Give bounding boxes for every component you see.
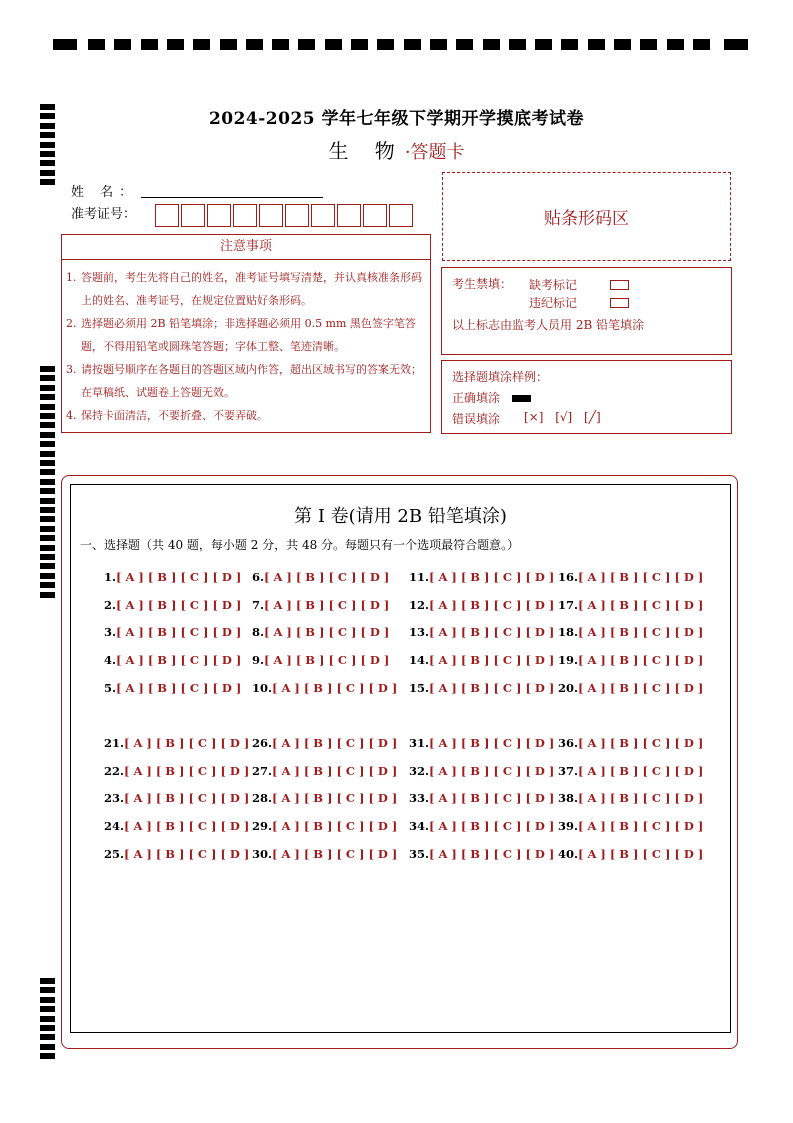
timing-mark bbox=[483, 39, 500, 50]
timing-mark bbox=[40, 535, 55, 541]
question-number: 24. bbox=[104, 819, 125, 833]
answer-options[interactable]: [ A ] [ B ] [ C ] [ D ] bbox=[578, 819, 704, 833]
question-row[interactable] bbox=[409, 570, 554, 584]
timing-mark bbox=[40, 404, 55, 410]
answer-options[interactable]: [ A ] [ B ] [ C ] [ D ] bbox=[272, 819, 398, 833]
question-row[interactable] bbox=[104, 681, 241, 695]
question-number: 5. bbox=[104, 681, 117, 695]
exam-id-digit-box[interactable] bbox=[259, 204, 283, 227]
card-name: ·答题卡 bbox=[404, 142, 465, 163]
timing-mark bbox=[40, 1044, 55, 1050]
timing-mark bbox=[40, 573, 55, 579]
timing-mark bbox=[614, 39, 631, 50]
timing-mark bbox=[40, 413, 55, 419]
answer-options[interactable]: [ A ] [ B ] [ C ] [ D ] bbox=[124, 736, 250, 750]
notice-item-text: 请按题号顺序在各题目的答题区域内作答，超出区域书写的答案无效；在草稿纸、试题卷上答题无效。 bbox=[81, 363, 422, 399]
examiner-only-label: 考生禁填： bbox=[452, 277, 513, 291]
timing-mark bbox=[114, 39, 131, 50]
question-number: 6. bbox=[252, 570, 265, 584]
wrong-fill-examples: [×] [√] [╱] bbox=[524, 410, 601, 424]
timing-mark bbox=[377, 39, 394, 50]
question-number: 37. bbox=[558, 764, 579, 778]
timing-mark bbox=[351, 39, 368, 50]
timing-mark bbox=[40, 1016, 55, 1022]
question-row[interactable] bbox=[558, 791, 703, 805]
question-row[interactable] bbox=[558, 598, 703, 612]
answer-options[interactable]: [ A ] [ B ] [ C ] [ D ] bbox=[429, 764, 555, 778]
examiner-only-box bbox=[441, 267, 732, 355]
timing-mark bbox=[667, 39, 684, 50]
answer-options[interactable]: [ A ] [ B ] [ C ] [ D ] bbox=[116, 681, 242, 695]
answer-options[interactable]: [ A ] [ B ] [ C ] [ D ] bbox=[264, 570, 390, 584]
question-number: 40. bbox=[558, 847, 579, 861]
question-number: 13. bbox=[409, 625, 430, 639]
answer-options[interactable]: [ A ] [ B ] [ C ] [ D ] bbox=[578, 681, 704, 695]
timing-mark bbox=[40, 563, 55, 569]
timing-mark bbox=[40, 526, 55, 532]
question-number: 29. bbox=[252, 819, 273, 833]
subject-title bbox=[0, 135, 793, 164]
question-row[interactable] bbox=[104, 819, 249, 833]
question-number: 19. bbox=[558, 653, 579, 667]
timing-mark bbox=[40, 179, 55, 185]
answer-options[interactable]: [ A ] [ B ] [ C ] [ D ] bbox=[429, 625, 555, 639]
notice-item-number: 4. bbox=[66, 409, 77, 422]
absent-mark-label: 缺考标记 bbox=[529, 278, 578, 292]
exam-id-digit-box[interactable] bbox=[285, 204, 309, 227]
section-title: 第 I 卷(请用 2B 铅笔填涂) bbox=[294, 506, 507, 527]
question-row[interactable] bbox=[104, 653, 241, 667]
question-number: 23. bbox=[104, 791, 125, 805]
timing-mark bbox=[40, 469, 55, 475]
notice-item bbox=[66, 404, 426, 427]
exam-id-digit-box[interactable] bbox=[181, 204, 205, 227]
timing-mark bbox=[40, 366, 55, 372]
timing-mark bbox=[40, 554, 55, 560]
answer-options[interactable]: [ A ] [ B ] [ C ] [ D ] bbox=[429, 736, 555, 750]
timing-mark bbox=[220, 39, 237, 50]
answer-options[interactable]: [ A ] [ B ] [ C ] [ D ] bbox=[272, 847, 398, 861]
answer-options[interactable]: [ A ] [ B ] [ C ] [ D ] bbox=[264, 598, 390, 612]
timing-mark bbox=[588, 39, 605, 50]
answer-section bbox=[70, 484, 731, 1033]
timing-mark bbox=[40, 422, 55, 428]
exam-id-digit-box[interactable] bbox=[207, 204, 231, 227]
timing-mark bbox=[40, 488, 55, 494]
timing-mark bbox=[272, 39, 289, 50]
exam-id-boxes[interactable] bbox=[155, 204, 415, 227]
question-row[interactable] bbox=[409, 764, 554, 778]
question-number: 22. bbox=[104, 764, 125, 778]
question-number: 25. bbox=[104, 847, 125, 861]
question-number: 10. bbox=[252, 681, 273, 695]
question-row[interactable] bbox=[409, 819, 554, 833]
barcode-area bbox=[442, 172, 731, 261]
timing-mark bbox=[40, 479, 55, 485]
question-row[interactable] bbox=[409, 653, 554, 667]
timing-mark bbox=[325, 39, 342, 50]
timing-mark bbox=[40, 516, 55, 522]
wrong-fill-label: 错误填涂 bbox=[452, 412, 501, 426]
timing-mark bbox=[298, 39, 315, 50]
question-row[interactable] bbox=[104, 736, 249, 750]
notice-list bbox=[62, 260, 430, 427]
question-row[interactable] bbox=[558, 681, 703, 695]
answer-options[interactable]: [ A ] [ B ] [ C ] [ D ] bbox=[272, 681, 398, 695]
answer-options[interactable]: [ A ] [ B ] [ C ] [ D ] bbox=[116, 598, 242, 612]
question-row[interactable] bbox=[252, 736, 397, 750]
timing-mark bbox=[40, 451, 55, 457]
question-row[interactable] bbox=[252, 653, 389, 667]
question-row[interactable] bbox=[252, 570, 389, 584]
question-row[interactable] bbox=[252, 764, 397, 778]
timing-mark bbox=[456, 39, 473, 50]
answer-options[interactable]: [ A ] [ B ] [ C ] [ D ] bbox=[578, 653, 704, 667]
question-row[interactable] bbox=[409, 625, 554, 639]
question-row[interactable] bbox=[409, 681, 554, 695]
timing-mark bbox=[561, 39, 578, 50]
question-row[interactable] bbox=[104, 625, 241, 639]
fill-sample-box bbox=[441, 360, 732, 434]
answer-options[interactable]: [ A ] [ B ] [ C ] [ D ] bbox=[578, 791, 704, 805]
question-number: 4. bbox=[104, 653, 117, 667]
exam-id-digit-box[interactable] bbox=[155, 204, 179, 227]
question-number: 9. bbox=[252, 653, 265, 667]
exam-title: 2024-2025 学年七年级下学期开学摸底考试卷 bbox=[208, 109, 585, 129]
answer-options[interactable]: [ A ] [ B ] [ C ] [ D ] bbox=[578, 764, 704, 778]
question-row[interactable] bbox=[104, 764, 249, 778]
answer-options[interactable]: [ A ] [ B ] [ C ] [ D ] bbox=[124, 847, 250, 861]
notice-box bbox=[61, 234, 431, 433]
question-row[interactable] bbox=[558, 570, 703, 584]
answer-options[interactable]: [ A ] [ B ] [ C ] [ D ] bbox=[578, 625, 704, 639]
question-number: 28. bbox=[252, 791, 273, 805]
question-row[interactable] bbox=[104, 598, 241, 612]
violation-mark-label: 违纪标记 bbox=[529, 296, 578, 310]
exam-id-digit-box[interactable] bbox=[311, 204, 335, 227]
answer-options[interactable]: [ A ] [ B ] [ C ] [ D ] bbox=[429, 791, 555, 805]
question-row[interactable] bbox=[409, 598, 554, 612]
exam-id-digit-box[interactable] bbox=[233, 204, 257, 227]
timing-mark bbox=[193, 39, 210, 50]
answer-options[interactable]: [ A ] [ B ] [ C ] [ D ] bbox=[124, 819, 250, 833]
timing-mark bbox=[40, 1025, 55, 1031]
notice-item bbox=[66, 266, 426, 312]
answer-options[interactable]: [ A ] [ B ] [ C ] [ D ] bbox=[272, 736, 398, 750]
timing-mark bbox=[535, 39, 552, 50]
answer-options[interactable]: [ A ] [ B ] [ C ] [ D ] bbox=[429, 819, 555, 833]
question-row[interactable] bbox=[558, 736, 703, 750]
timing-mark bbox=[724, 39, 748, 50]
question-number: 2. bbox=[104, 598, 117, 612]
answer-options[interactable]: [ A ] [ B ] [ C ] [ D ] bbox=[124, 764, 250, 778]
question-row[interactable] bbox=[104, 791, 249, 805]
fill-sample-heading: 选择题填涂样例： bbox=[452, 370, 549, 384]
answer-options[interactable]: [ A ] [ B ] [ C ] [ D ] bbox=[264, 625, 390, 639]
exam-id-digit-box[interactable] bbox=[363, 204, 387, 227]
section-instruction: 一、选择题（共 40 题，每小题 2 分，共 48 分。每题只有一个选项最符合题意。） bbox=[80, 538, 520, 552]
answer-options[interactable]: [ A ] [ B ] [ C ] [ D ] bbox=[578, 736, 704, 750]
answer-options[interactable]: [ A ] [ B ] [ C ] [ D ] bbox=[578, 598, 704, 612]
timing-mark bbox=[40, 498, 55, 504]
question-row[interactable] bbox=[252, 791, 397, 805]
absent-mark-box[interactable] bbox=[610, 280, 629, 290]
timing-mark bbox=[40, 460, 55, 466]
question-number: 27. bbox=[252, 764, 273, 778]
question-row[interactable] bbox=[558, 653, 703, 667]
notice-item-number: 3. bbox=[66, 363, 77, 376]
timing-mark bbox=[40, 375, 55, 381]
question-row[interactable] bbox=[252, 847, 397, 861]
question-number: 12. bbox=[409, 598, 430, 612]
question-number: 26. bbox=[252, 736, 273, 750]
answer-options[interactable]: [ A ] [ B ] [ C ] [ D ] bbox=[124, 791, 250, 805]
question-number: 18. bbox=[558, 625, 579, 639]
timing-mark bbox=[40, 582, 55, 588]
name-label: 姓 名： bbox=[71, 185, 139, 200]
exam-id-digit-box[interactable] bbox=[337, 204, 361, 227]
correct-fill-label: 正确填涂 bbox=[452, 391, 501, 405]
question-number: 8. bbox=[252, 625, 265, 639]
question-row[interactable] bbox=[558, 847, 703, 861]
answer-options[interactable]: [ A ] [ B ] [ C ] [ D ] bbox=[116, 653, 242, 667]
question-row[interactable] bbox=[252, 625, 389, 639]
answer-options[interactable]: [ A ] [ B ] [ C ] [ D ] bbox=[429, 847, 555, 861]
question-number: 16. bbox=[558, 570, 579, 584]
question-number: 39. bbox=[558, 819, 579, 833]
question-number: 14. bbox=[409, 653, 430, 667]
timing-mark bbox=[693, 39, 710, 50]
notice-item-text: 答题前，考生先将自己的姓名，准考证号填写清楚，并认真核准条形码上的姓名、准考证号，在规定位置贴好条形码。 bbox=[81, 271, 422, 307]
notice-item-number: 1. bbox=[66, 271, 77, 284]
question-row[interactable] bbox=[409, 736, 554, 750]
timing-mark bbox=[40, 997, 55, 1003]
notice-item bbox=[66, 358, 426, 404]
name-field[interactable] bbox=[141, 197, 323, 198]
timing-mark bbox=[167, 39, 184, 50]
correct-fill-example bbox=[512, 395, 531, 402]
question-number: 38. bbox=[558, 791, 579, 805]
subject-name: 生 物 bbox=[328, 139, 405, 163]
notice-title: 注意事项 bbox=[62, 235, 430, 260]
question-row[interactable] bbox=[558, 764, 703, 778]
question-number: 32. bbox=[409, 764, 430, 778]
violation-mark-box[interactable] bbox=[610, 298, 629, 308]
timing-mark bbox=[40, 170, 55, 176]
question-number: 7. bbox=[252, 598, 265, 612]
question-row[interactable] bbox=[104, 570, 241, 584]
notice-item-text: 选择题必须用 2B 铅笔填涂；非选择题必须用 0.5 mm 黑色签字笔答题，不得用铅笔或圆珠笔答题；字体工整、笔迹清晰。 bbox=[81, 317, 416, 353]
timing-mark bbox=[430, 39, 447, 50]
question-number: 34. bbox=[409, 819, 430, 833]
examiner-note: 以上标志由监考人员用 2B 铅笔填涂 bbox=[452, 318, 645, 332]
timing-mark bbox=[40, 1053, 55, 1059]
answer-options[interactable]: [ A ] [ B ] [ C ] [ D ] bbox=[272, 791, 398, 805]
question-row[interactable] bbox=[558, 819, 703, 833]
answer-options[interactable]: [ A ] [ B ] [ C ] [ D ] bbox=[578, 847, 704, 861]
question-row[interactable] bbox=[252, 681, 397, 695]
question-number: 35. bbox=[409, 847, 430, 861]
question-number: 20. bbox=[558, 681, 579, 695]
question-row[interactable] bbox=[409, 847, 554, 861]
question-number: 3. bbox=[104, 625, 117, 639]
question-number: 21. bbox=[104, 736, 125, 750]
notice-item-number: 2. bbox=[66, 317, 77, 330]
question-row[interactable] bbox=[104, 847, 249, 861]
timing-mark bbox=[40, 1034, 55, 1040]
timing-mark bbox=[640, 39, 657, 50]
question-number: 15. bbox=[409, 681, 430, 695]
notice-item bbox=[66, 312, 426, 358]
question-number: 30. bbox=[252, 847, 273, 861]
answer-options[interactable]: [ A ] [ B ] [ C ] [ D ] bbox=[429, 598, 555, 612]
question-number: 11. bbox=[409, 570, 430, 584]
timing-mark bbox=[404, 39, 421, 50]
answer-options[interactable]: [ A ] [ B ] [ C ] [ D ] bbox=[116, 625, 242, 639]
timing-mark bbox=[40, 385, 55, 391]
question-row[interactable] bbox=[409, 791, 554, 805]
question-row[interactable] bbox=[252, 598, 389, 612]
answer-options[interactable]: [ A ] [ B ] [ C ] [ D ] bbox=[429, 653, 555, 667]
answer-options[interactable]: [ A ] [ B ] [ C ] [ D ] bbox=[429, 570, 555, 584]
barcode-label: 贴条形码区 bbox=[544, 209, 629, 229]
answer-options[interactable]: [ A ] [ B ] [ C ] [ D ] bbox=[272, 764, 398, 778]
question-number: 31. bbox=[409, 736, 430, 750]
timing-mark bbox=[40, 987, 55, 993]
timing-mark bbox=[141, 39, 158, 50]
question-number: 36. bbox=[558, 736, 579, 750]
answer-options[interactable]: [ A ] [ B ] [ C ] [ D ] bbox=[578, 570, 704, 584]
question-number: 1. bbox=[104, 570, 117, 584]
timing-mark bbox=[40, 394, 55, 400]
notice-item-text: 保持卡面清洁，不要折叠、不要弄破。 bbox=[81, 409, 268, 422]
question-number: 17. bbox=[558, 598, 579, 612]
timing-mark bbox=[509, 39, 526, 50]
timing-mark bbox=[40, 432, 55, 438]
timing-mark bbox=[246, 39, 263, 50]
question-row[interactable] bbox=[252, 819, 397, 833]
question-row[interactable] bbox=[558, 625, 703, 639]
answer-options[interactable]: [ A ] [ B ] [ C ] [ D ] bbox=[264, 653, 390, 667]
timing-mark bbox=[40, 1006, 55, 1012]
exam-id-digit-box[interactable] bbox=[389, 204, 413, 227]
timing-mark bbox=[88, 39, 105, 50]
timing-mark bbox=[40, 978, 55, 984]
timing-mark bbox=[40, 592, 55, 598]
timing-mark bbox=[53, 39, 77, 50]
timing-mark bbox=[40, 507, 55, 513]
question-number: 33. bbox=[409, 791, 430, 805]
exam-id-label: 准考证号： bbox=[71, 207, 137, 222]
timing-mark bbox=[40, 441, 55, 447]
answer-options[interactable]: [ A ] [ B ] [ C ] [ D ] bbox=[429, 681, 555, 695]
timing-mark bbox=[40, 545, 55, 551]
answer-options[interactable]: [ A ] [ B ] [ C ] [ D ] bbox=[116, 570, 242, 584]
